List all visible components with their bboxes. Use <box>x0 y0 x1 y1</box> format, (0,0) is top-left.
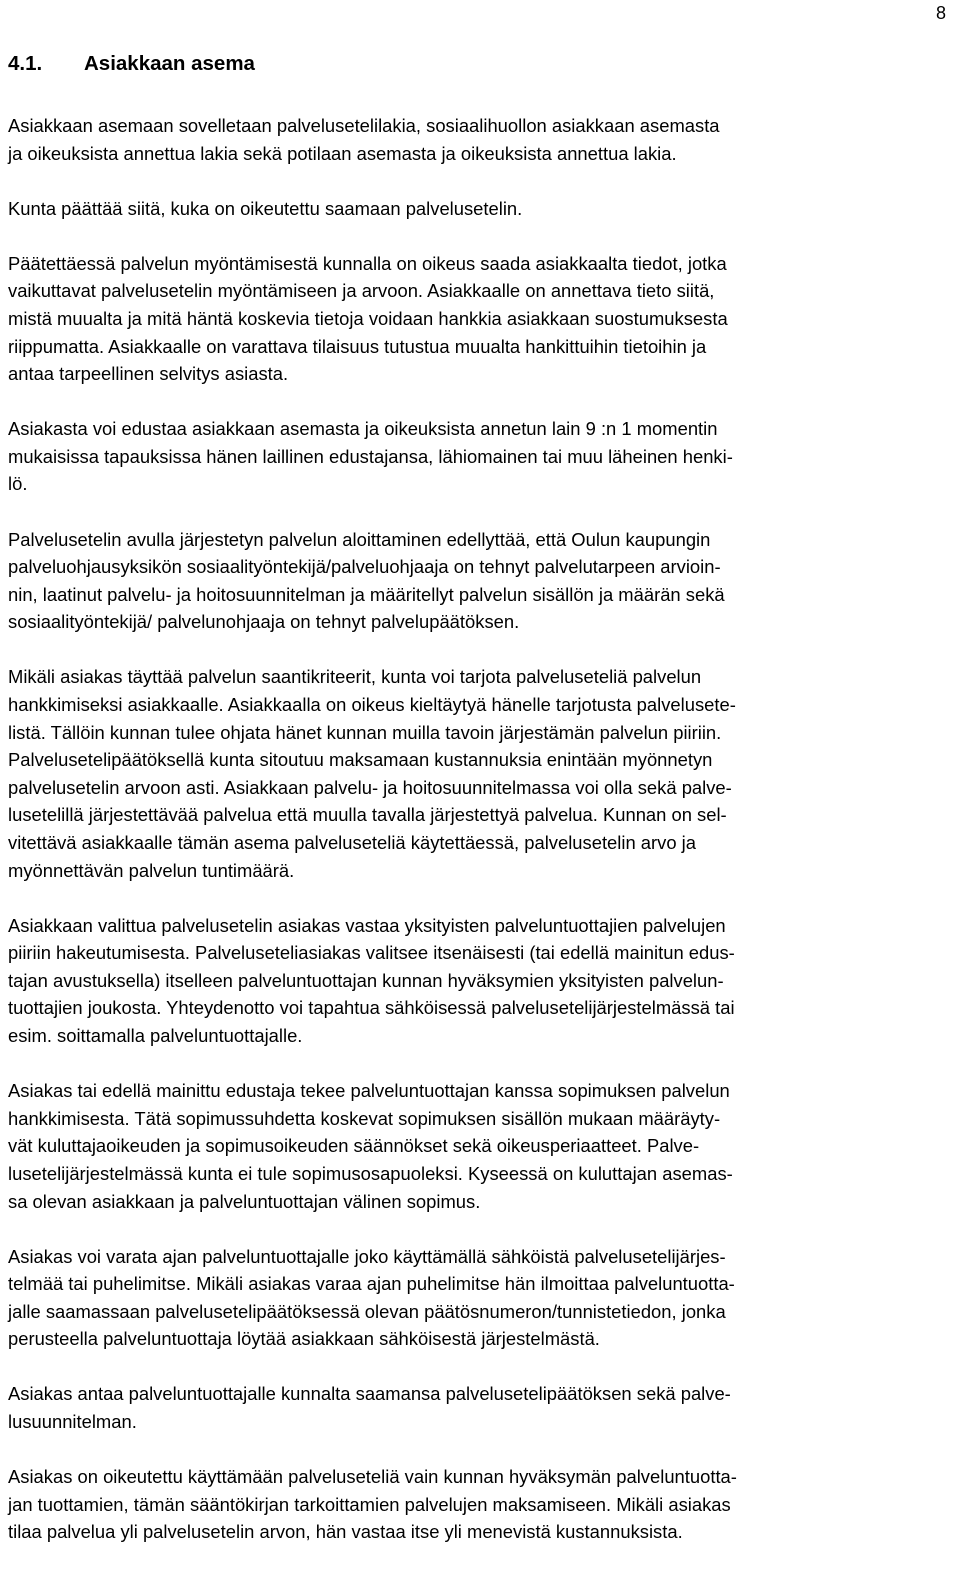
paragraph-1: Asiakkaan asemaan sovelletaan palvelusetelilakia, sosiaalihuollon asiakkaan asemasta ja oikeuksista annettua lakia sekä potilaan asemasta ja oikeuksista annettua lakia. <box>8 115 720 164</box>
paragraph-9: Asiakas voi varata ajan palveluntuottajalle joko käyttämällä sähköistä palvelusetelijärjes- telmää tai puhelimitse. Mikäli asiakas varaa ajan puhelimitse hän ilmoittaa palveluntuotta- jalle saamassaan palvelusetelipäätöksessä olevan päätösnumeron/tunnistetiedon, jonka perusteella palveluntuottaja löytää asiakkaan sähköisestä järjestelmästä. <box>8 1245 735 1350</box>
paragraph-10: Asiakas antaa palveluntuottajalle kunnalta saamansa palvelusetelipäätöksen sekä palve- lusuunnitelman. <box>8 1383 731 1433</box>
section-title: Asiakkaan asema <box>84 52 255 75</box>
paragraph-7: Asiakkaan valittua palvelusetelin asiakas vastaa yksityisten palveluntuottajien palvelujen piiriin hakeutumisesta. Palveluseteliasiakas valitsee itsenäisesti (tai edellä mainitun edus- tajan avustuksella) itselleen palveluntuottajan kunnan hyväksymien yksityisten palvelun- tuottajien joukosta. Yhteydenotto voi tapahtua sähköisessä palvelusetelijärjestelmässä tai esim. soittamalla palveluntuottajalle. <box>8 914 735 1047</box>
body-text <box>8 112 952 1573</box>
paragraph-8: Asiakas tai edellä mainittu edustaja tekee palveluntuottajan kanssa sopimuksen palvelun hankkimisesta. Tätä sopimussuhdetta koskevat sopimuksen sisällön mukaan määräyty- vät kuluttajaoikeuden ja sopimusoikeuden säännökset sekä oikeusperiaatteet. Palve- lusetelijärjestelmässä kunta ei tule sopimusosapuoleksi. Kyseessä on kuluttajan asemas- sa olevan asiakkaan ja palveluntuottajan välinen sopimus. <box>8 1080 733 1212</box>
paragraph-3: Päätettäessä palvelun myöntämisestä kunnalla on oikeus saada asiakkaalta tiedot, jotka vaikuttavat palvelusetelin myöntämiseen ja arvoon. Asiakkaalle on annettava tieto siitä, mistä muualta ja mitä häntä koskevia tietoja voidaan hankkia asiakkaan suostumuksesta riippumatta. Asiakkaalle on varattava tilaisuus tutustua muualta hankittuihin tietoihin ja antaa tarpeellinen selvitys asiasta. <box>8 252 728 385</box>
section-heading <box>8 50 255 78</box>
paragraph-6: Mikäli asiakas täyttää palvelun saantikriteerit, kunta voi tarjota palveluseteliä palvelun hankkimiseksi asiakkaalle. Asiakkaalla on oikeus kieltäytyä hänelle tarjotusta palvelusete- listä. Tällöin kunnan tulee ohjata hänet kunnan muilla tavoin järjestämän palvelun piiriin. Palvelusetelipäätöksellä kunta sitoutuu maksamaan kustannuksia enintään myönnetyn palvelusetelin arvoon asti. Asiakkaan palvelu- ja hoitosuunnitelmassa voi olla sekä palve- lusetelillä järjestettävää palvelua että muulla tavalla järjestettyä palvelua. Kunnan on sel- vitettävä asiakkaalle tämän asema palveluseteliä käytettäessä, palvelusetelin arvo ja myönnettävän palvelun tuntimäärä. <box>8 666 736 881</box>
section-number: 4.1. <box>8 52 43 75</box>
page-number: 8 <box>935 3 946 23</box>
paragraph-4: Asiakasta voi edustaa asiakkaan asemasta ja oikeuksista annetun lain 9 :n 1 momentin mukaisissa tapauksissa hänen laillinen edustajansa, lähiomainen tai muu läheinen henki- lö. <box>8 418 733 495</box>
paragraph-11: Asiakas on oikeutettu käyttämään palveluseteliä vain kunnan hyväksymän palveluntuotta- jan tuottamien, tämän sääntökirjan tarkoittamien palvelujen maksamiseen. Mikäli asiakas tilaa palvelua yli palvelusetelin arvon, hän vastaa itse yli menevistä kustannuksista. <box>8 1466 737 1543</box>
paragraph-2: Kunta päättää siitä, kuka on oikeutettu saamaan palvelusetelin. <box>8 197 523 219</box>
paragraph-5: Palvelusetelin avulla järjestetyn palvelun aloittaminen edellyttää, että Oulun kaupungin palveluohjausyksikön sosiaalityöntekijä/palveluohjaaja on tehnyt palvelutarpeen arvioin- nin, laatinut palvelu- ja hoitosuunnitelman ja määritellyt palvelun sisällön ja määrän sekä sosiaalityöntekijä/ palvelunohjaaja on tehnyt palvelupäätöksen. <box>8 528 725 633</box>
